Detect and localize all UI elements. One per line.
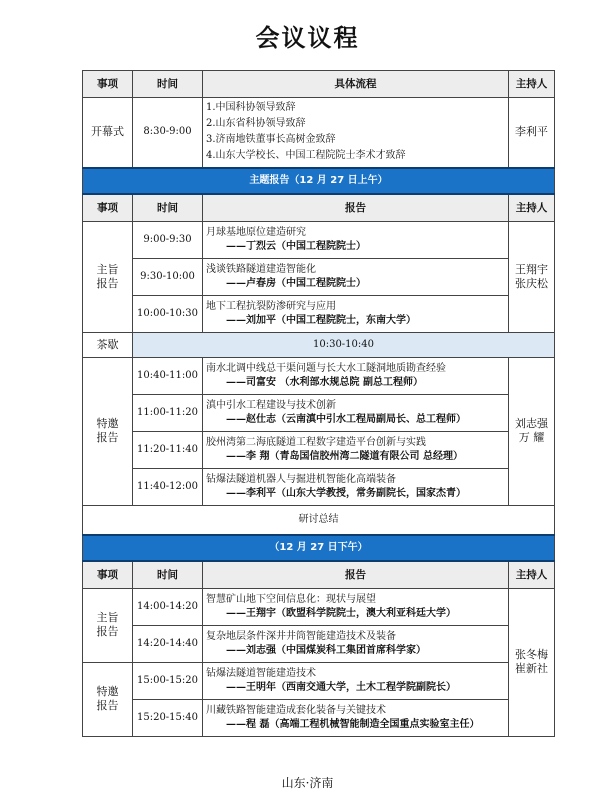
opening-row (83, 98, 555, 168)
header-time: 时间 (133, 71, 203, 98)
talk-cell (203, 394, 509, 431)
talk-cell (203, 699, 509, 736)
band-afternoon-label: （12 月 27 日下午） (83, 535, 555, 561)
talk-cell (203, 295, 509, 332)
talk-title: 复杂地层条件深井井筒智能建造技术及装备 (206, 630, 396, 642)
talk-title: 钻爆法隧道机器人与掘进机智能化高端装备 (206, 473, 396, 485)
talk-row (83, 394, 555, 431)
header-host: 主持人 (509, 561, 555, 589)
header-time: 时间 (133, 561, 203, 589)
talk-title: 胶州湾第二海底隧道工程数字建造平台创新与实践 (206, 436, 426, 448)
invited-am-item: 特邀 报告 (83, 357, 133, 505)
opening-line: 3.济南地铁董事长高树金致辞 (206, 134, 336, 146)
talk-cell (203, 258, 509, 295)
talk-cell (203, 431, 509, 468)
header-host: 主持人 (509, 71, 555, 98)
footer-location: 山东·济南 (281, 776, 334, 790)
header-item: 事项 (83, 71, 133, 98)
talk-speaker: ——司富安 （水利部水规总院 副总工程师） (226, 376, 423, 388)
keynote-pm-item: 主旨 报告 (83, 588, 133, 662)
talk-title: 南水北调中线总干渠问题与长大水工隧洞地质勘查经验 (206, 362, 446, 374)
talk-speaker: ——王翔宇（欧盟科学院院士，澳大利亚科廷大学） (226, 607, 456, 619)
band-morning-label: 主题报告（12 月 27 日上午） (83, 168, 555, 194)
tea-item: 茶歇 (83, 332, 133, 357)
talk-title: 地下工程抗裂防渗研究与应用 (206, 300, 336, 312)
talk-cell (203, 357, 509, 394)
talk-row (83, 357, 555, 394)
header-detail: 具体流程 (203, 71, 509, 98)
talk-title: 钻爆法隧道智能建造技术 (206, 667, 316, 679)
pm-host: 张冬梅 崔新社 (509, 588, 555, 736)
invited-pm-item: 特邀 报告 (83, 662, 133, 736)
keynote-am-item: 主旨 报告 (83, 221, 133, 332)
talk-speaker: ——王明年（西南交通大学，土木工程学院副院长） (226, 681, 456, 693)
talk-row (83, 588, 555, 625)
header-host: 主持人 (509, 194, 555, 222)
tea-row (83, 332, 555, 357)
opening-host: 李利平 (509, 98, 555, 168)
talk-speaker: ——李 翔（青岛国信胶州湾二隧道有限公司 总经理） (226, 450, 463, 462)
talk-row (83, 662, 555, 699)
talk-cell (203, 588, 509, 625)
talk-time: 11:00-11:20 (133, 394, 203, 431)
talk-speaker: ——刘志强（中国煤炭科工集团首席科学家） (226, 644, 426, 656)
talk-time: 11:20-11:40 (133, 431, 203, 468)
talk-row (83, 258, 555, 295)
talk-cell (203, 468, 509, 505)
talk-row (83, 431, 555, 468)
opening-lines (203, 98, 509, 168)
invited-am-host: 刘志强 万 耀 (509, 357, 555, 505)
talk-time: 14:20-14:40 (133, 625, 203, 662)
talk-row (83, 625, 555, 662)
opening-line: 2.山东省科协领导致辞 (206, 118, 306, 130)
talk-time: 15:00-15:20 (133, 662, 203, 699)
tea-time: 10:30-10:40 (133, 332, 555, 357)
talk-speaker: ——李利平（山东大学教授，常务副院长，国家杰青） (226, 487, 466, 499)
talk-title: 滇中引水工程建设与技术创新 (206, 399, 336, 411)
talk-title: 川藏铁路智能建造成套化装备与关键技术 (206, 704, 386, 716)
talk-row (83, 699, 555, 736)
band-afternoon (83, 535, 555, 561)
talk-speaker: ——卢春房（中国工程院院士） (226, 277, 366, 289)
header-time: 时间 (133, 194, 203, 222)
talk-time: 10:40-11:00 (133, 357, 203, 394)
talk-speaker: ——刘加平（中国工程院院士，东南大学） (226, 314, 416, 326)
talk-row (83, 221, 555, 258)
header-report: 报告 (203, 561, 509, 589)
band-morning (83, 168, 555, 194)
summary-label: 研讨总结 (83, 505, 555, 535)
talk-time: 15:20-15:40 (133, 699, 203, 736)
talk-time: 11:40-12:00 (133, 468, 203, 505)
header-row-3 (83, 561, 555, 589)
talk-speaker: ——赵仕志（云南滇中引水工程局副局长、总工程师） (226, 413, 466, 425)
header-item: 事项 (83, 561, 133, 589)
talk-time: 14:00-14:20 (133, 588, 203, 625)
talk-row (83, 468, 555, 505)
talk-speaker: ——丁烈云（中国工程院院士） (226, 240, 366, 252)
talk-cell (203, 221, 509, 258)
talk-time: 9:00-9:30 (133, 221, 203, 258)
header-report: 报告 (203, 194, 509, 222)
talk-title: 浅谈铁路隧道建造智能化 (206, 263, 316, 275)
talk-title: 智慧矿山地下空间信息化：现状与展望 (206, 593, 376, 605)
opening-time: 8:30-9:00 (133, 98, 203, 168)
keynote-am-host: 王翔宇 张庆松 (509, 221, 555, 332)
opening-item: 开幕式 (83, 98, 133, 168)
talk-time: 10:00-10:30 (133, 295, 203, 332)
talk-cell (203, 625, 509, 662)
header-row-2 (83, 194, 555, 222)
talk-time: 9:30-10:00 (133, 258, 203, 295)
summary-row (83, 505, 555, 535)
talk-title: 月球基地原位建造研究 (206, 226, 306, 238)
header-row (83, 71, 555, 98)
talk-cell (203, 662, 509, 699)
talk-speaker: ——程 磊（高端工程机械智能制造全国重点实验室主任） (226, 718, 480, 730)
opening-line: 1.中国科协领导致辞 (206, 102, 296, 114)
page-title: 会议议程 (255, 24, 360, 52)
agenda-table (82, 70, 555, 737)
opening-line: 4.山东大学校长、中国工程院院士李术才致辞 (206, 150, 406, 162)
talk-row (83, 295, 555, 332)
header-item: 事项 (83, 194, 133, 222)
